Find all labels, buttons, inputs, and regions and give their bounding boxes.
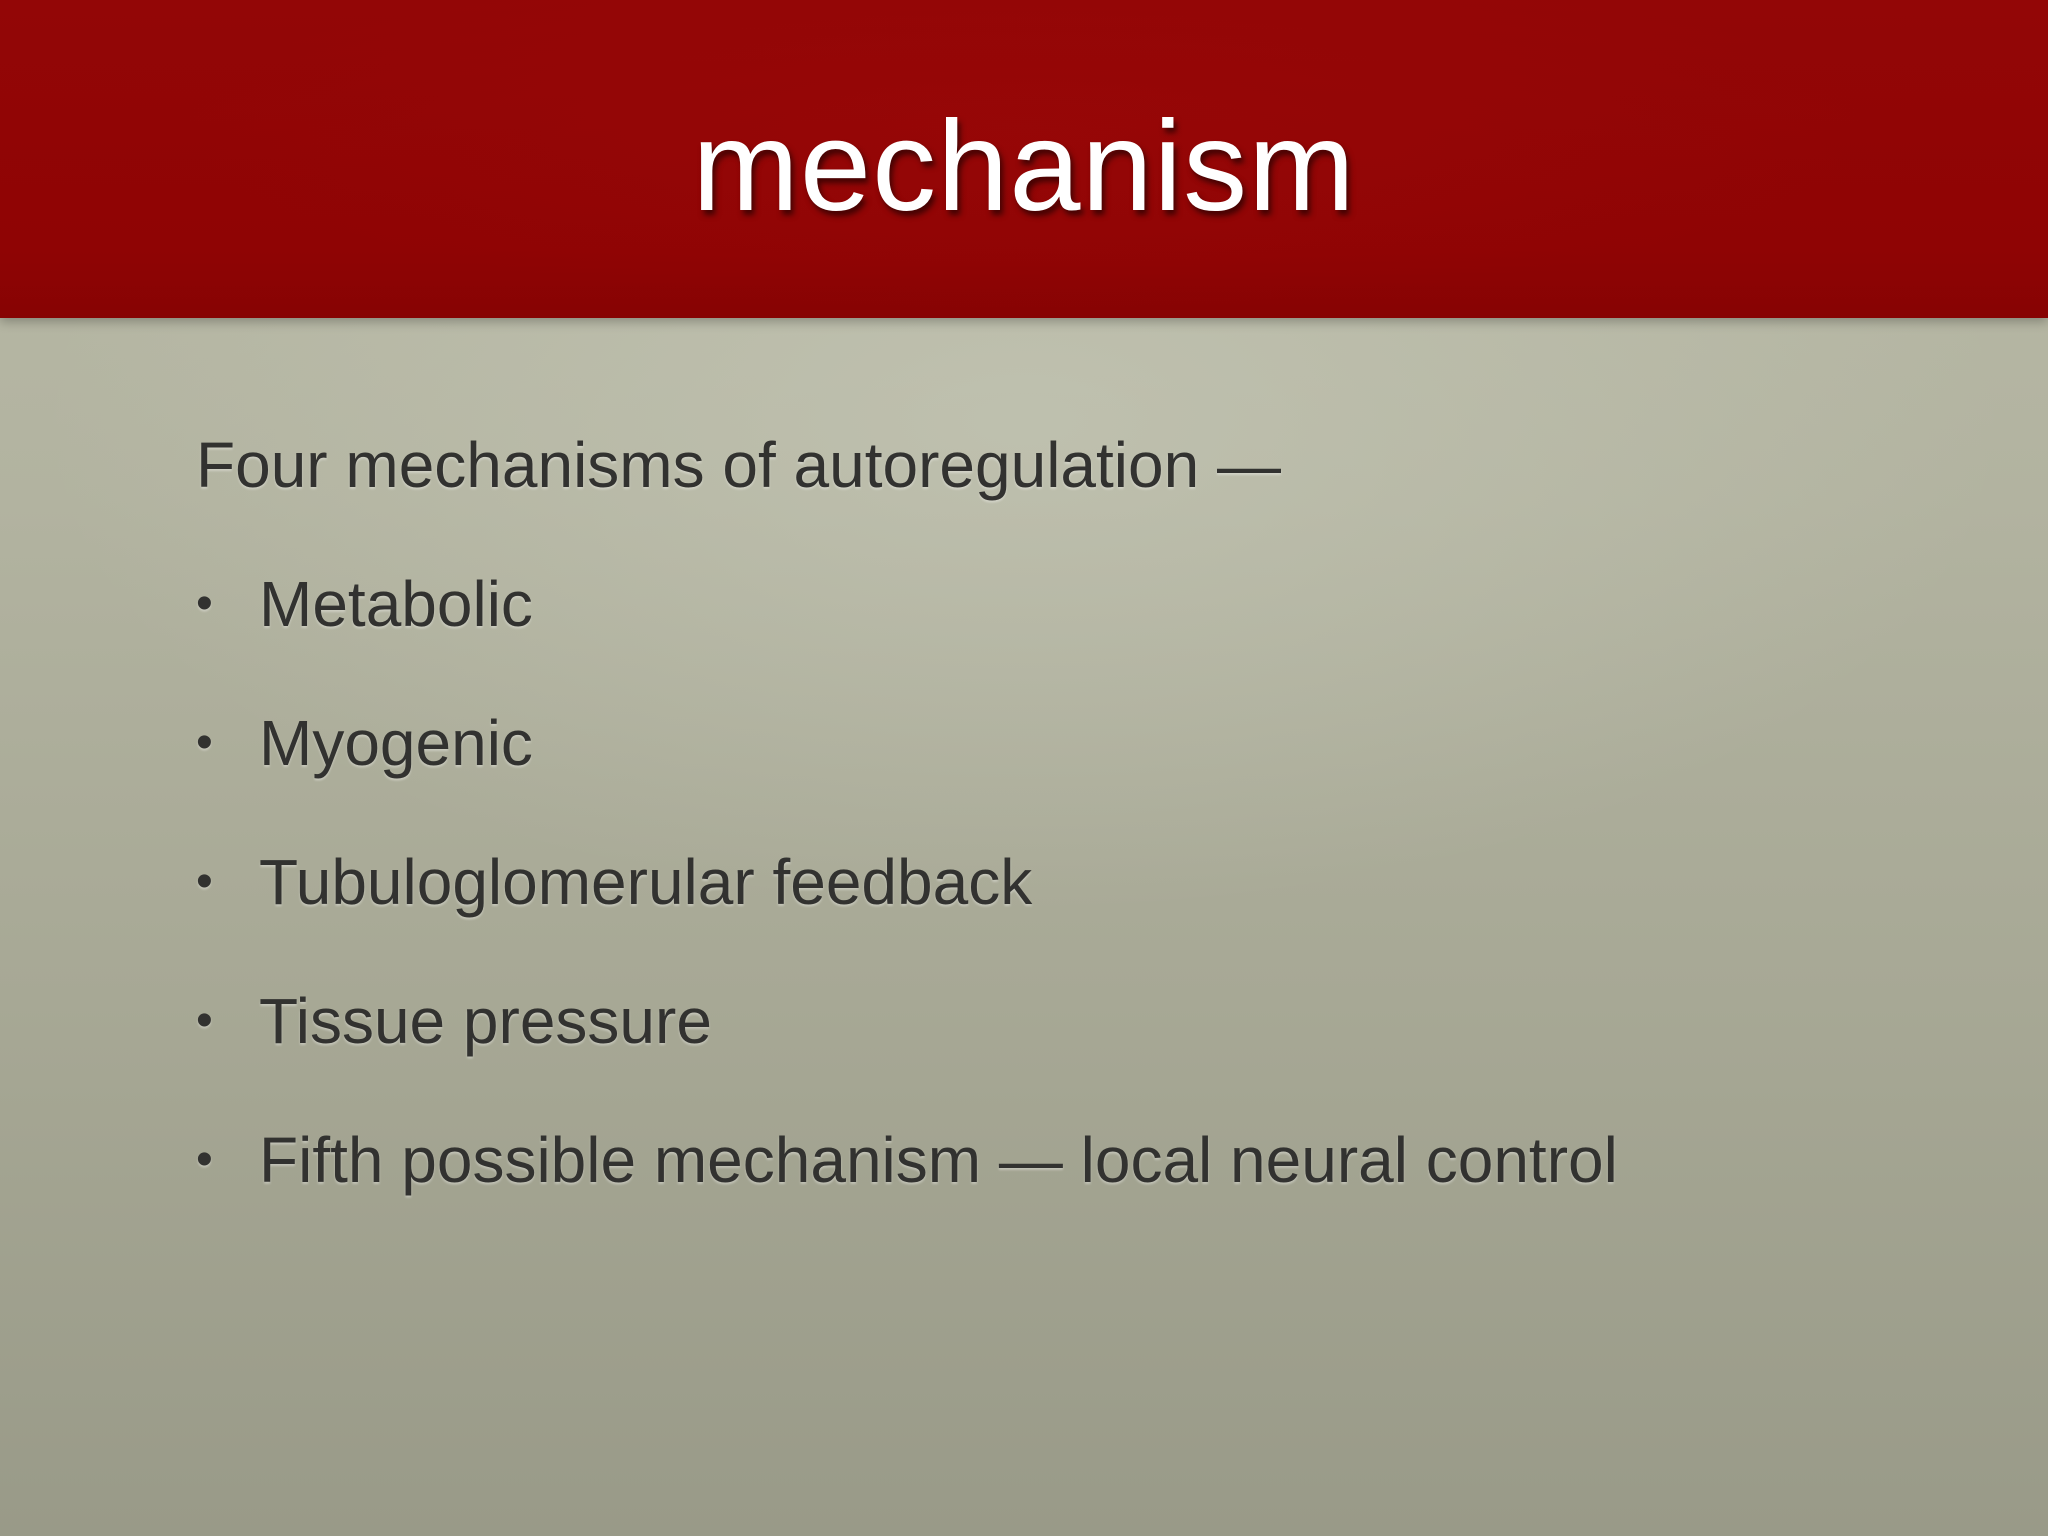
bullet-text: Tissue pressure	[259, 985, 712, 1057]
bullet-text: Fifth possible mechanism — local neural control	[259, 1124, 1618, 1196]
bullet-text: Myogenic	[259, 707, 533, 779]
bullet-text: Metabolic	[259, 568, 533, 640]
slide-title: mechanism	[692, 95, 1356, 238]
bullet-icon: •	[196, 1133, 213, 1186]
bullet-icon: •	[196, 716, 213, 769]
bullet-icon: •	[196, 577, 213, 630]
bullet-icon: •	[196, 855, 213, 908]
title-bar	[0, 0, 2048, 318]
bullet-text: Tubuloglomerular feedback	[259, 846, 1033, 918]
bullet-icon: •	[196, 994, 213, 1047]
intro-text: Four mechanisms of autoregulation —	[196, 429, 1281, 501]
